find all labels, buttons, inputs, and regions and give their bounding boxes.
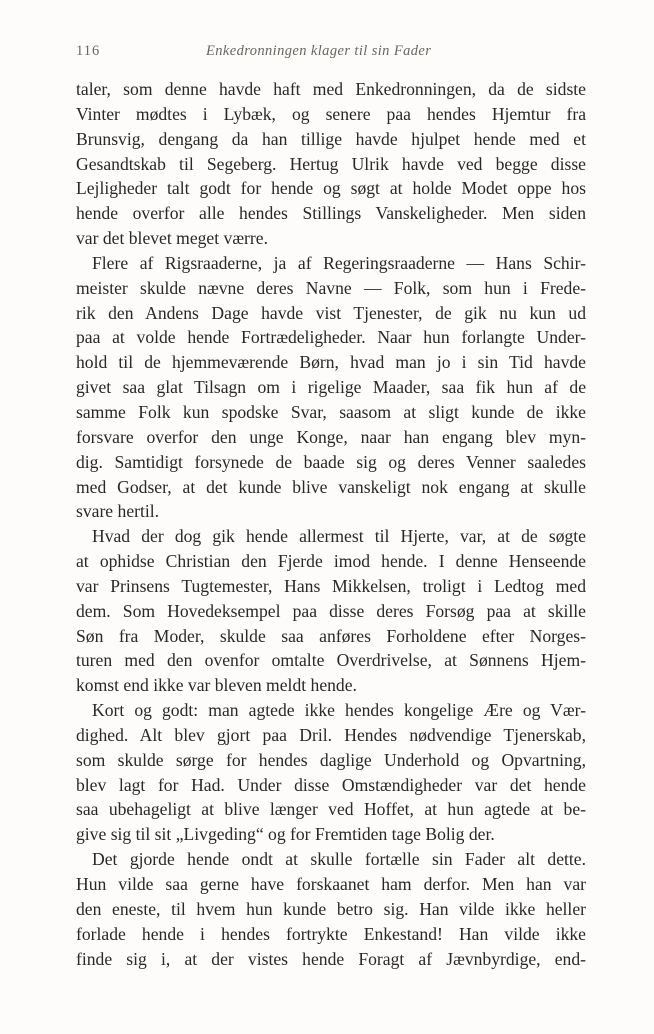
text-line: Hun vilde saa gerne have forskaanet ham derfor. Men han var	[76, 874, 586, 894]
text-line: finde sig i, at der vistes hende Foragt af Jævnbyrdige, end-	[76, 948, 586, 969]
text-line: samme Folk kun spodske Svar, saasom at sligt kunde de ikke	[76, 401, 586, 422]
text-line: som skulde sørge for hendes daglige Underhold og Opvartning,	[76, 749, 586, 770]
text-line: forlade hende i hendes fortrykte Enkestand! Han vilde ikke	[76, 923, 586, 944]
text-line: hold til de hjemmeværende Børn, hvad man jo i sin Tid havde	[76, 352, 586, 373]
text-line: dighed. Alt blev gjort paa Dril. Hendes nødvendige Tjenerskab,	[76, 724, 586, 745]
text-line: den eneste, til hvem hun kunde betro sig. Han vilde ikke heller	[76, 898, 586, 919]
text-line: blev lagt for Had. Under disse Omstændigheder var det hende	[76, 774, 586, 795]
running-title: Enkedronningen klager til sin Fader	[206, 43, 432, 59]
text-line: var det blevet meget værre.	[76, 228, 268, 249]
body-text	[76, 77, 586, 971]
text-line: paa at volde hende Fortrædeligheder. Naar hun forlangte Under-	[76, 327, 586, 348]
text-line: dem. Som Hovedeksempel paa disse deres Forsøg paa at skille	[76, 600, 586, 621]
text-line: Gesandtskab til Segeberg. Hertug Ulrik havde ved begge disse	[76, 153, 586, 174]
text-line: Søn fra Moder, skulde saa anføres Forholdene efter Norges-	[76, 625, 586, 646]
text-line: med Godser, at det kunde blive vanskeligt nok engang at skulle	[76, 476, 586, 497]
text-line: meister skulde nævne deres Navne — Folk, som hun i Frede-	[76, 277, 586, 298]
text-line: give sig til sit „Livgeding“ og for Fremtiden tage Bolig der.	[76, 824, 495, 845]
text-line: Hvad der dog gik hende allermest til Hjerte, var, at de søgte	[92, 526, 586, 547]
running-head	[76, 41, 586, 61]
text-line: rik den Andens Dage havde vist Tjenester, de gik nu kun ud	[76, 302, 586, 323]
text-line: komst end ikke var bleven meldt hende.	[76, 675, 357, 696]
text-line: dig. Samtidigt forsynede de baade sig og deres Venner saaledes	[76, 451, 586, 472]
text-line: Det gjorde hende ondt at skulle fortælle sin Fader alt dette.	[92, 849, 586, 870]
text-line: taler, som denne havde haft med Enkedronningen, da de sidste	[76, 79, 586, 99]
page-number: 116	[76, 43, 101, 59]
text-line: saa ubehageligt at blive længer ved Hoffet, at hun agtede at be-	[76, 799, 586, 820]
text-line: var Prinsens Tugtemester, Hans Mikkelsen, troligt i Ledtog med	[76, 575, 586, 596]
text-line: givet saa glat Tilsagn om i rigelige Maader, saa fik hun af de	[76, 377, 586, 398]
text-line: Kort og godt: man agtede ikke hendes kongelige Ære og Vær-	[92, 700, 586, 721]
text-line: hende overfor alle hendes Stillings Vanskeligheder. Men siden	[76, 203, 586, 224]
text-line: Brunsvig, dengang da han tillige havde hjulpet hende med et	[76, 128, 586, 149]
text-line: Vinter mødtes i Lybæk, og senere paa hendes Hjemtur fra	[76, 103, 586, 124]
text-line: at ophidse Christian den Fjerde imod hende. I denne Henseende	[76, 551, 586, 572]
text-line: Lejligheder talt godt for hende og søgt at holde Modet oppe hos	[76, 178, 586, 199]
text-line: Flere af Rigsraaderne, ja af Regeringsraaderne — Hans Schir-	[92, 252, 586, 273]
text-line: forsvare overfor den unge Konge, naar han engang blev myn-	[76, 426, 586, 447]
text-line: turen med den ovenfor omtalte Overdrivelse, at Sønnens Hjem-	[76, 650, 586, 671]
text-line: svare hertil.	[76, 501, 160, 522]
